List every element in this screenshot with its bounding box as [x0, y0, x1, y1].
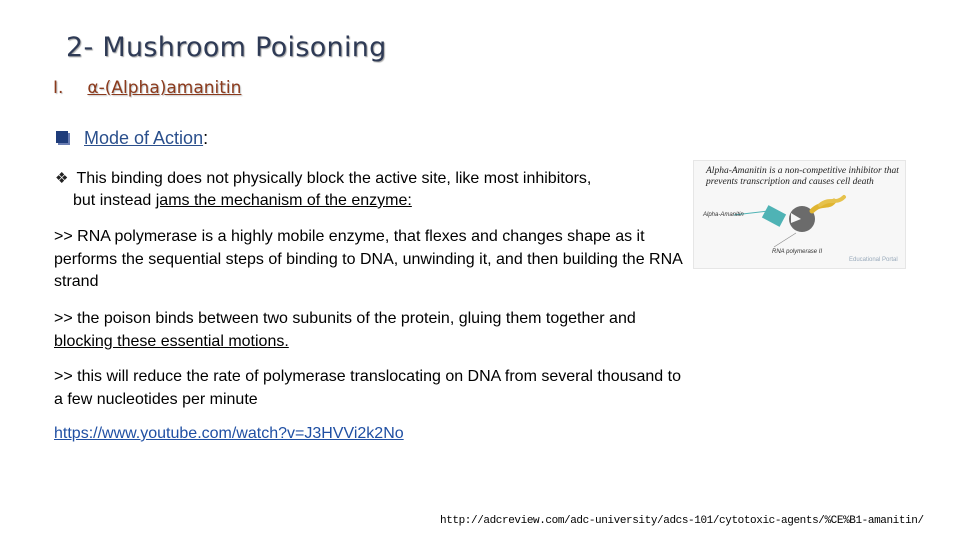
- binding-line2-plain: but instead: [73, 192, 156, 209]
- subheading-text: α-(Alpha)amanitin: [87, 78, 242, 98]
- figure-caption: Alpha-Amanitin is a non-competitive inhibitor that prevents transcription and causes cell death: [706, 166, 899, 187]
- slide-title: 2- Mushroom Poisoning: [66, 32, 387, 63]
- polymerase-pointer: [774, 233, 796, 247]
- paragraph-poison-binds: [54, 308, 684, 353]
- binding-line2-underlined: jams the mechanism of the enzyme:: [155, 192, 412, 209]
- mode-of-action-label: Mode of Action: [84, 128, 204, 148]
- paragraph-rna-polymerase: >> RNA polymerase is a highly mobile enzyme, that flexes and changes shape as it performs the sequential steps of binding to DNA, unwinding it, and then building the RNA strand: [54, 228, 682, 290]
- mode-of-action-heading: [56, 128, 208, 149]
- source-url: http://adcreview.com/adc-university/adcs-101/cytotoxic-agents/%CE%B1-amanitin/: [440, 515, 924, 527]
- subheading: [53, 78, 241, 98]
- binding-bullet: [55, 168, 695, 212]
- paragraph-poison-binds-underlined: blocking these essential motions.: [54, 332, 289, 350]
- diamond-bullet-icon: ❖: [55, 170, 69, 187]
- mode-of-action-colon: :: [203, 128, 209, 148]
- figure-logo: Educational Portal: [849, 257, 898, 263]
- paragraph-translocation-rate: >> this will reduce the rate of polymerase translocating on DNA from several thousand to a few nucleotides per minute: [54, 368, 681, 408]
- amanitin-figure: [693, 160, 906, 269]
- checkbox-bullet-icon: [56, 131, 68, 143]
- figure-label-polymerase: RNA polymerase II: [772, 249, 823, 255]
- subheading-number: I.: [53, 78, 64, 98]
- binding-line1: This binding does not physically block the active site, like most inhibitors,: [76, 170, 592, 187]
- amanitin-molecule: [762, 205, 786, 227]
- youtube-link[interactable]: https://www.youtube.com/watch?v=J3HVVi2k2No: [54, 425, 404, 442]
- paragraph-poison-binds-plain: >> the poison binds between two subunits of the protein, gluing them together and: [54, 310, 636, 327]
- figure-label-amanitin: Alpha-Amanitin: [703, 212, 744, 218]
